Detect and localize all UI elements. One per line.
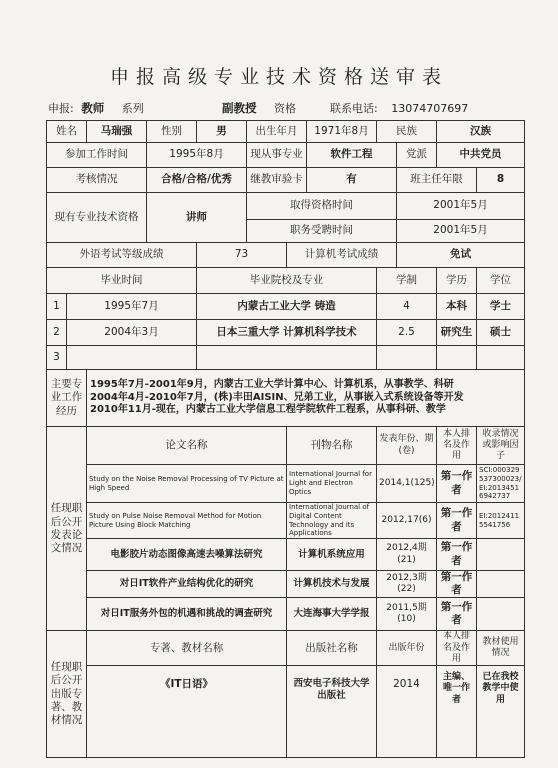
paper-title: 电影胶片动态图像高速去噪算法研究 bbox=[87, 539, 287, 571]
edu-row-level: 本科 bbox=[437, 294, 477, 320]
work-start-label: 参加工作时间 bbox=[47, 143, 147, 168]
edu-row-years: 4 bbox=[377, 294, 437, 320]
papers-col-index: 收录情况或影响因子 bbox=[477, 427, 525, 465]
paper-title: Study on Pulse Noise Removal Method for Motion Picture Using Block Matching bbox=[87, 503, 287, 539]
application-form bbox=[46, 120, 525, 758]
name-label: 姓名 bbox=[47, 121, 87, 143]
experience-label: 主要专业工作经历 bbox=[47, 370, 87, 427]
class-years-value: 8 bbox=[477, 168, 525, 193]
qual-label: 资格 bbox=[274, 102, 296, 115]
paper-index: EI:20124115541756 bbox=[477, 503, 525, 539]
gender-label: 性别 bbox=[147, 121, 197, 143]
paper-journal: 大连海事大学学报 bbox=[287, 598, 377, 631]
obtain-label: 取得资格时间 bbox=[247, 193, 397, 220]
book-role: 主编、唯一作者 bbox=[437, 666, 477, 758]
edu-row-time bbox=[67, 346, 197, 370]
contact-label: 联系电话: bbox=[330, 102, 378, 115]
appoint-value: 2001年5月 bbox=[397, 220, 525, 243]
book-title: 《IT日语》 bbox=[87, 666, 287, 758]
qual-label: 现有专业技术资格 bbox=[47, 193, 147, 243]
paper-row bbox=[47, 598, 525, 631]
birth-label: 出生年月 bbox=[247, 121, 307, 143]
papers-header bbox=[47, 427, 525, 465]
paper-role: 第一作者 bbox=[437, 539, 477, 571]
paper-row bbox=[47, 571, 525, 598]
paper-date: 2014,1(125) bbox=[377, 465, 437, 503]
paper-date: 2012,17(6) bbox=[377, 503, 437, 539]
books-col-title: 专著、教材名称 bbox=[87, 631, 287, 666]
edu-row-school bbox=[197, 346, 377, 370]
edu-row-no: 3 bbox=[47, 346, 67, 370]
books-label: 任现职后公开出版专著、教材情况 bbox=[47, 631, 87, 758]
edu-row-years bbox=[377, 346, 437, 370]
edu-row-no: 1 bbox=[47, 294, 67, 320]
books-col-year: 出版年份 bbox=[377, 631, 437, 666]
edu-row-years: 2.5 bbox=[377, 320, 437, 346]
paper-index bbox=[477, 539, 525, 571]
edu-col-years: 学制 bbox=[377, 268, 437, 294]
declare-label: 申报: bbox=[48, 102, 74, 115]
row-exam bbox=[47, 243, 525, 268]
name-value: 马瑞强 bbox=[87, 121, 147, 143]
edu-row-degree: 学士 bbox=[477, 294, 525, 320]
edu-col-school: 毕业院校及专业 bbox=[197, 268, 377, 294]
lang-label: 外语考试等级成绩 bbox=[47, 243, 197, 268]
books-col-role: 本人排名及作用 bbox=[437, 631, 477, 666]
party-label: 党派 bbox=[397, 143, 437, 168]
row-eval bbox=[47, 168, 525, 193]
papers-col-title: 论文名称 bbox=[87, 427, 287, 465]
lang-value: 73 bbox=[197, 243, 287, 268]
dept-value: 教师 bbox=[81, 101, 105, 115]
card-value: 有 bbox=[307, 168, 397, 193]
experience-line: 1995年7月-2001年9月，内蒙古工业大学计算中心、计算机系，从事教学、科研 bbox=[90, 379, 454, 391]
row-qual-1 bbox=[47, 193, 525, 220]
edu-row-no: 2 bbox=[47, 320, 67, 346]
form-title: 申报高级专业技术资格送审表 bbox=[109, 66, 448, 88]
experience-line: 2004年4月-2010年7月，(株)丰田AISIN、兄弟工业，从事嵌入式系统设备等开发 bbox=[90, 391, 464, 403]
edu-header bbox=[47, 268, 525, 294]
paper-journal: International Journal for Light and Electron Optics bbox=[287, 465, 377, 503]
eval-label: 考核情况 bbox=[47, 168, 147, 193]
work-start-value: 1995年8月 bbox=[147, 143, 247, 168]
paper-date: 2011,5期(10) bbox=[377, 598, 437, 631]
level-value: 副教授 bbox=[222, 101, 257, 115]
papers-col-role: 本人排名及作用 bbox=[437, 427, 477, 465]
book-publisher: 西安电子科技大学出版社 bbox=[287, 666, 377, 758]
experience-row bbox=[47, 370, 525, 427]
edu-row-level bbox=[437, 346, 477, 370]
edu-col-level: 学历 bbox=[437, 268, 477, 294]
papers-col-date: 发表年份、期(卷) bbox=[377, 427, 437, 465]
paper-role: 第一作者 bbox=[437, 465, 477, 503]
books-col-publisher: 出版社名称 bbox=[287, 631, 377, 666]
paper-row bbox=[47, 503, 525, 539]
dept-suffix: 系列 bbox=[121, 102, 144, 115]
papers-col-journal: 刊物名称 bbox=[287, 427, 377, 465]
paper-row bbox=[47, 465, 525, 503]
edu-row-school: 内蒙古工业大学 铸造 bbox=[197, 294, 377, 320]
party-value: 中共党员 bbox=[437, 143, 525, 168]
computer-label: 计算机考试成绩 bbox=[287, 243, 397, 268]
qual-value: 讲师 bbox=[147, 193, 247, 243]
ethnic-label: 民族 bbox=[377, 121, 437, 143]
paper-role: 第一作者 bbox=[437, 503, 477, 539]
experience-text bbox=[87, 370, 525, 427]
major-value: 软件工程 bbox=[307, 143, 397, 168]
declare-line bbox=[48, 100, 144, 116]
paper-title: Study on the Noise Removal Processing of TV Picture at High Speed bbox=[87, 465, 287, 503]
book-usage: 已在我校教学中使用 bbox=[477, 666, 525, 758]
row-personal bbox=[47, 121, 525, 143]
major-label: 现从事专业 bbox=[247, 143, 307, 168]
edu-col-time: 毕业时间 bbox=[47, 268, 197, 294]
paper-title: 对日IT服务外包的机遇和挑战的调查研究 bbox=[87, 598, 287, 631]
phone-value: 13074707697 bbox=[391, 102, 469, 115]
eval-value: 合格/合格/优秀 bbox=[147, 168, 247, 193]
paper-role: 第一作者 bbox=[437, 571, 477, 598]
edu-row bbox=[47, 320, 525, 346]
paper-role: 第一作者 bbox=[437, 598, 477, 631]
level-line bbox=[222, 100, 296, 116]
paper-index bbox=[477, 598, 525, 631]
contact-line bbox=[330, 100, 468, 116]
edu-row-level: 研究生 bbox=[437, 320, 477, 346]
class-years-label: 班主任年限 bbox=[397, 168, 477, 193]
obtain-value: 2001年5月 bbox=[397, 193, 525, 220]
edu-row-degree bbox=[477, 346, 525, 370]
edu-col-degree: 学位 bbox=[477, 268, 525, 294]
edu-row bbox=[47, 294, 525, 320]
edu-row-time: 2004年3月 bbox=[67, 320, 197, 346]
edu-row bbox=[47, 346, 525, 370]
edu-row-time: 1995年7月 bbox=[67, 294, 197, 320]
card-label: 继教审验卡 bbox=[247, 168, 307, 193]
book-row bbox=[47, 666, 525, 758]
edu-row-school: 日本三重大学 计算机科学技术 bbox=[197, 320, 377, 346]
paper-row bbox=[47, 539, 525, 571]
papers-label: 任现职后公开发表论文情况 bbox=[47, 427, 87, 631]
appoint-label: 职务受聘时间 bbox=[247, 220, 397, 243]
edu-row-degree: 硕士 bbox=[477, 320, 525, 346]
gender-value: 男 bbox=[197, 121, 247, 143]
books-header bbox=[47, 631, 525, 666]
paper-index: SCI:000329537300023/EI:20134516942737 bbox=[477, 465, 525, 503]
ethnic-value: 汉族 bbox=[437, 121, 525, 143]
paper-journal: 计算机技术与发展 bbox=[287, 571, 377, 598]
paper-date: 2012,4期(21) bbox=[377, 539, 437, 571]
paper-date: 2012,3期(22) bbox=[377, 571, 437, 598]
book-year: 2014 bbox=[377, 666, 437, 758]
paper-index bbox=[477, 571, 525, 598]
birth-value: 1971年8月 bbox=[307, 121, 377, 143]
books-col-usage: 教材使用情况 bbox=[477, 631, 525, 666]
paper-journal: International Journal of Digital Content Technology and its Applications bbox=[287, 503, 377, 539]
paper-title: 对日IT软件产业结构优化的研究 bbox=[87, 571, 287, 598]
row-work bbox=[47, 143, 525, 168]
experience-line: 2010年11月-现在，内蒙古工业大学信息工程学院软件工程系，从事科研、教学 bbox=[90, 404, 446, 416]
paper-journal: 计算机系统应用 bbox=[287, 539, 377, 571]
computer-value: 免试 bbox=[397, 243, 525, 268]
